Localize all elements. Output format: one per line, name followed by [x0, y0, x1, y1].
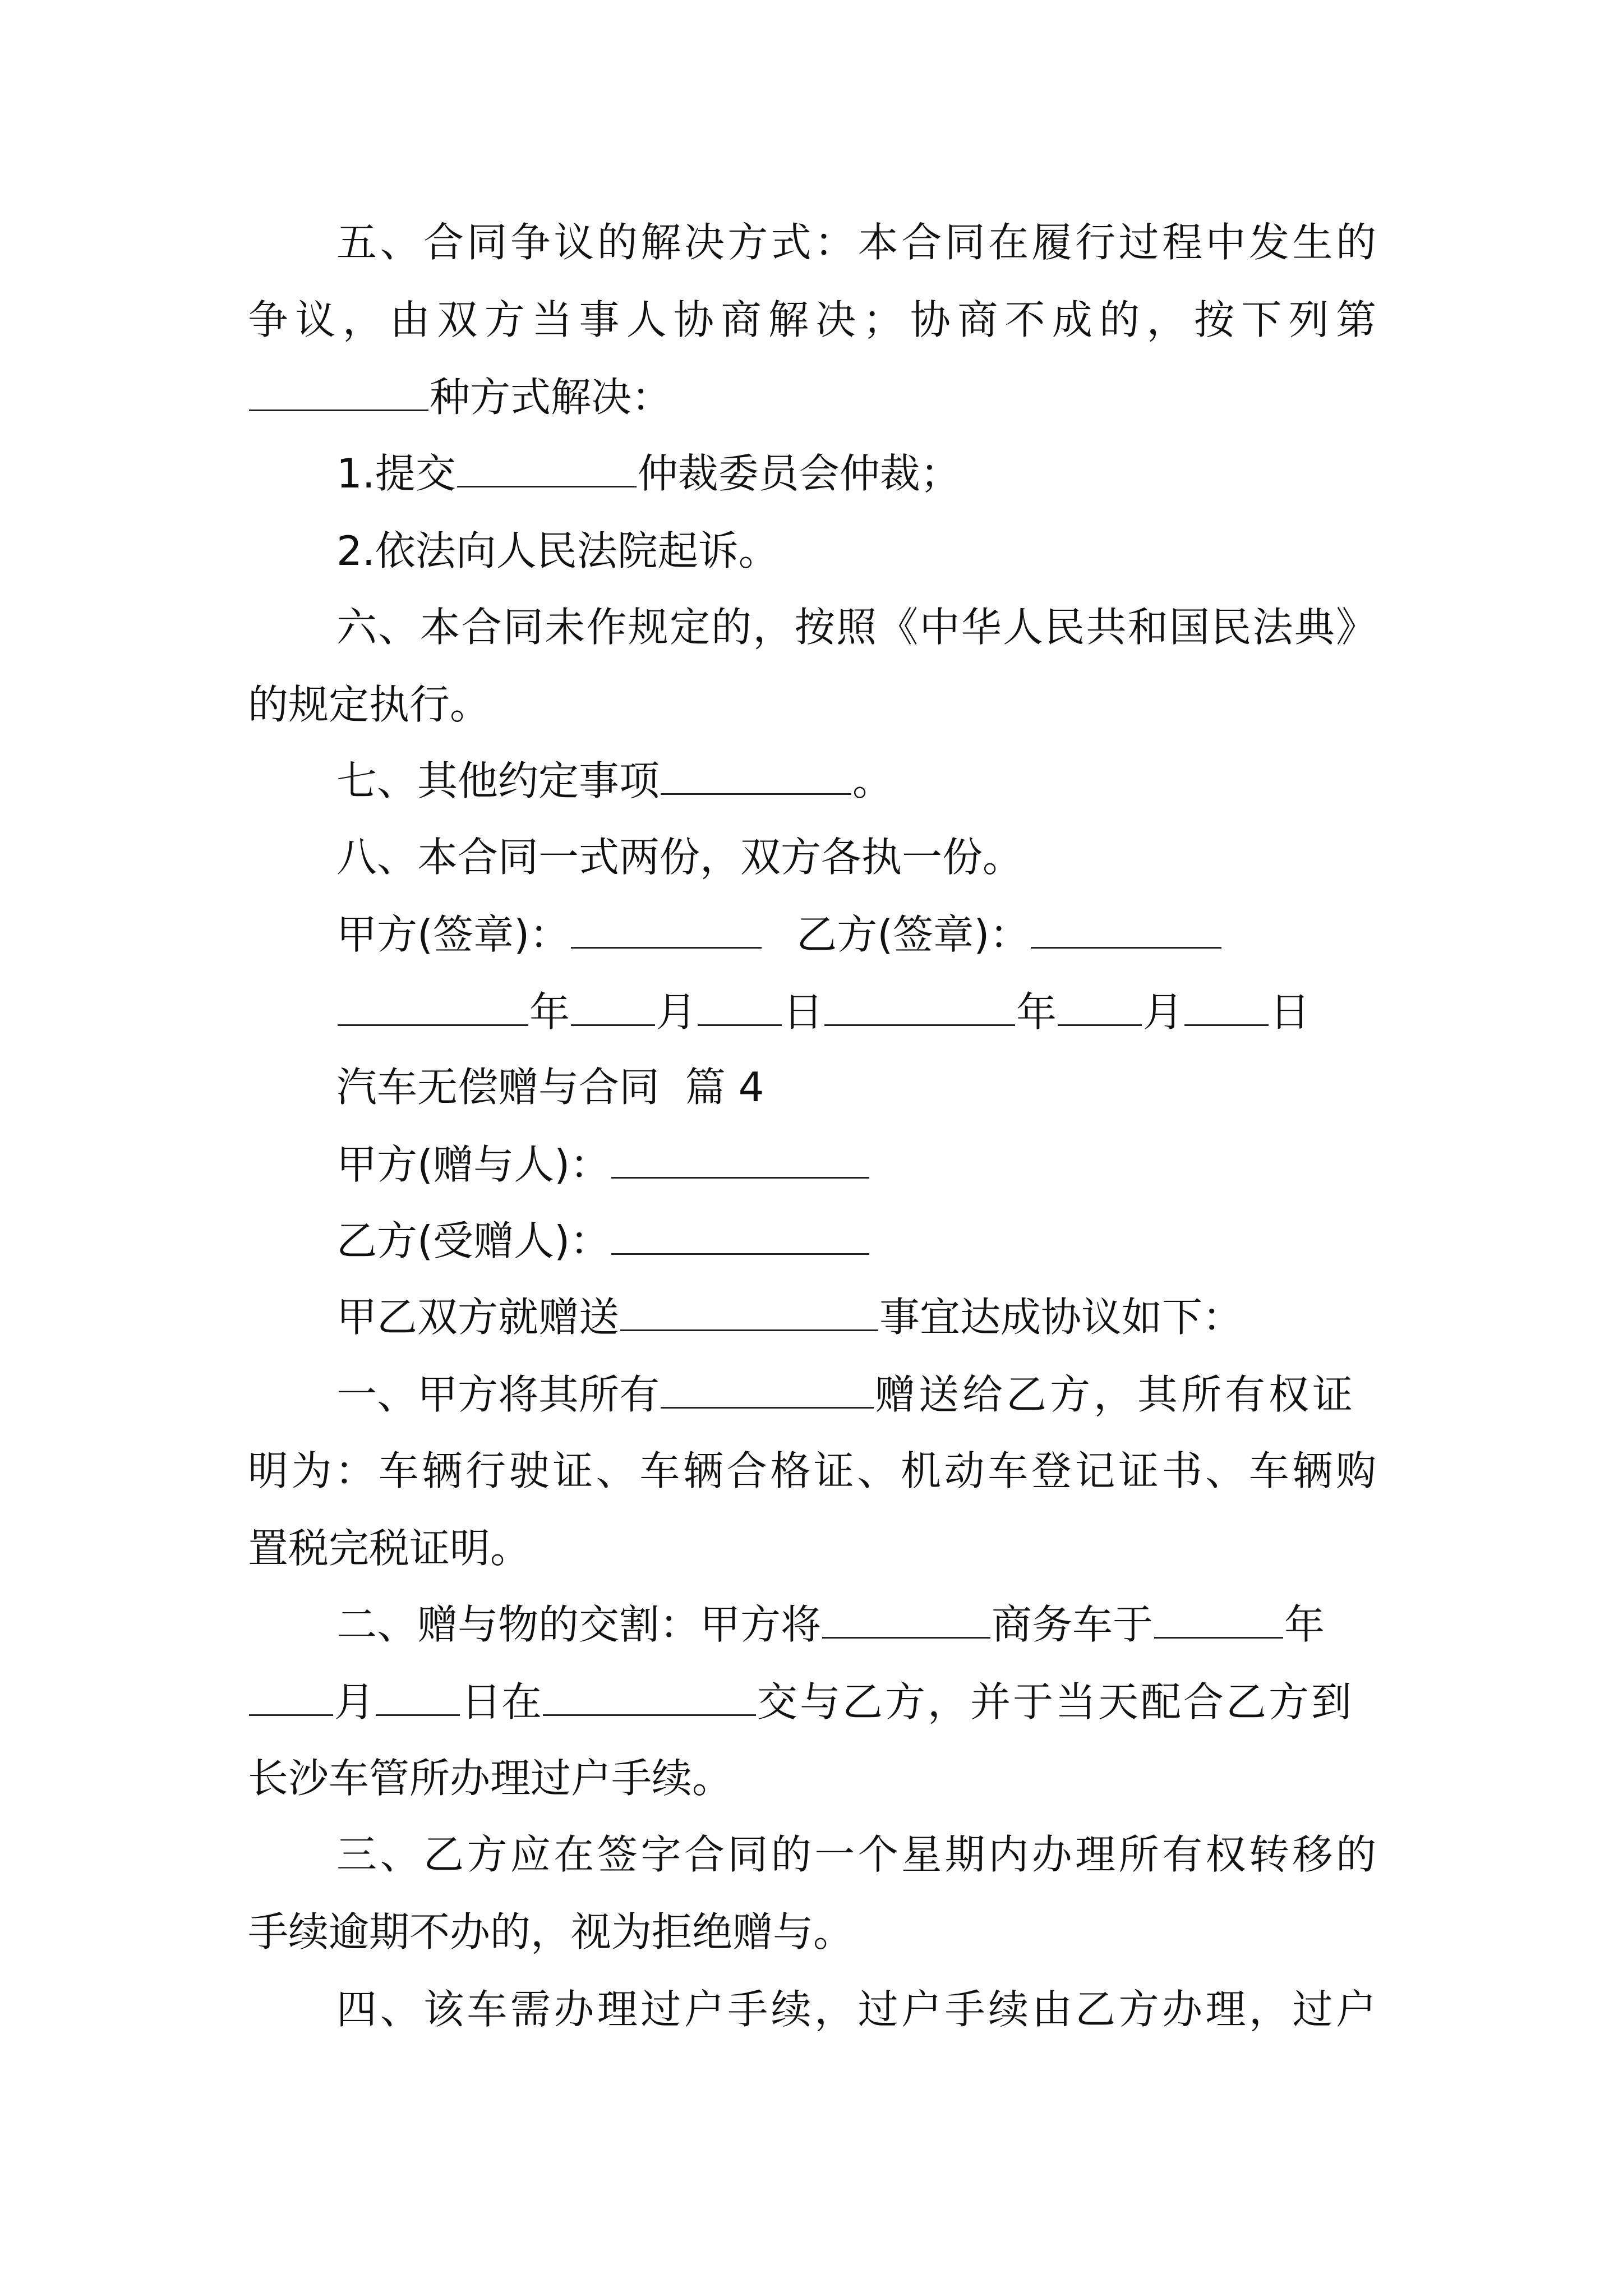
party-a-seal-label: 甲方(签章)： — [336, 911, 570, 958]
other-terms-blank — [661, 758, 851, 795]
clause-2-line-2 — [248, 1675, 1354, 1729]
gift-item-blank — [620, 1295, 878, 1331]
year-label-2: 年 — [1016, 988, 1057, 1036]
clause-7-suffix: 。 — [852, 757, 893, 804]
clause-5-line-3-text: 种方式解决： — [430, 374, 672, 421]
clause-2-line-2-end: 交与乙方，并于当天配合乙方到 — [757, 1678, 1354, 1726]
clause-5-line-2: 争议，由双方当事人协商解决；协商不成的，按下列第 — [248, 296, 1376, 343]
arbitration-commission-blank — [457, 451, 637, 487]
clause-2-text-a: 二、赠与物的交割：甲方将 — [336, 1601, 822, 1648]
donor-label: 甲方(赠与人)： — [336, 1141, 611, 1188]
party-b-day-blank — [1184, 990, 1269, 1026]
party-b-seal-blank — [1031, 912, 1221, 949]
donee-name-blank — [611, 1218, 869, 1255]
donor-line — [336, 1138, 870, 1191]
donee-label: 乙方(受赠人)： — [336, 1217, 611, 1264]
section-title: 汽车无偿赠与合同 篇 4 — [336, 1064, 764, 1111]
party-b-year-blank — [824, 990, 1015, 1026]
party-a-month-blank — [571, 990, 655, 1026]
clause-8: 八、本合同一式两份，双方各执一份。 — [336, 834, 1023, 881]
party-a-seal-blank — [571, 912, 762, 949]
clause-2-month: 月 — [334, 1678, 375, 1726]
method-number-blank — [249, 375, 428, 411]
vehicle-model-blank — [822, 1602, 990, 1639]
party-a-year-blank — [338, 990, 528, 1026]
month-label-2: 月 — [1143, 988, 1184, 1036]
clause-2-text-b: 商务车于 — [992, 1601, 1154, 1648]
clause-7 — [336, 754, 893, 808]
clause-1-line-2: 明为：车辆行驶证、车辆合格证、机动车登记证书、车辆购 — [248, 1447, 1376, 1494]
handover-month-blank — [249, 1680, 333, 1716]
option-2: 2.依法向人民法院起诉。 — [336, 527, 779, 574]
intro-prefix: 甲乙双方就赠送 — [336, 1294, 620, 1341]
clause-2-line-3: 长沙车管所办理过户手续。 — [248, 1755, 733, 1802]
clause-4-line-1: 四、该车需办理过户手续，过户手续由乙方办理，过户 — [336, 1986, 1376, 2033]
signature-line — [336, 908, 1223, 961]
clause-2-text-c: 年 — [1284, 1601, 1325, 1648]
clause-6-line-2: 的规定执行。 — [248, 681, 491, 728]
clause-1-suffix: 赠送给乙方，其所有权证 — [875, 1371, 1357, 1418]
clause-1-prefix: 一、甲方将其所有 — [336, 1371, 660, 1418]
party-b-seal-label: 乙方(签章)： — [796, 911, 1030, 958]
date-line — [336, 985, 1310, 1039]
clause-3-line-1: 三、乙方应在签字合同的一个星期内办理所有权转移的 — [336, 1831, 1376, 1878]
day-label-2: 日 — [1270, 988, 1311, 1036]
handover-place-blank — [543, 1680, 756, 1716]
year-label: 年 — [529, 988, 570, 1036]
clause-1-line-3: 置税完税证明。 — [248, 1525, 531, 1572]
clause-2-day-at: 日在 — [461, 1678, 542, 1726]
day-label: 日 — [783, 988, 824, 1036]
clause-5-line-1: 五、合同争议的解决方式：本合同在履行过程中发生的 — [336, 219, 1376, 266]
intro-line — [336, 1290, 1243, 1344]
option-1 — [336, 447, 961, 500]
donee-line — [336, 1214, 870, 1268]
handover-year-blank — [1154, 1602, 1283, 1639]
party-a-day-blank — [698, 990, 782, 1026]
donor-name-blank — [611, 1142, 869, 1179]
clause-3-line-2: 手续逾期不办的，视为拒绝赠与。 — [248, 1908, 854, 1955]
clause-1-line-1 — [336, 1368, 1376, 1421]
owned-item-blank — [661, 1372, 874, 1409]
clause-5-line-3 — [248, 370, 672, 424]
intro-suffix: 事宜达成协议如下： — [879, 1294, 1243, 1341]
option-1-prefix: 1.提交 — [336, 450, 456, 497]
party-b-month-blank — [1058, 990, 1142, 1026]
handover-day-blank — [376, 1680, 460, 1716]
clause-6-line-1: 六、本合同未作规定的，按照《中华人民共和国民法典》 — [336, 604, 1376, 651]
month-label: 月 — [656, 988, 697, 1036]
clause-7-prefix: 七、其他约定事项 — [336, 757, 660, 804]
option-1-suffix: 仲裁委员会仲裁； — [637, 450, 961, 497]
clause-2-line-1 — [336, 1598, 1325, 1651]
